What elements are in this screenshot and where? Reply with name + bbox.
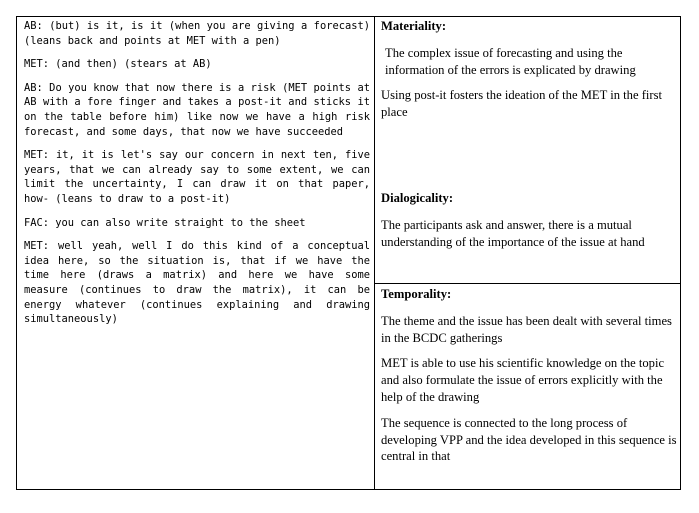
temporality-text: The sequence is connected to the long process of developing VPP and the idea developed in this sequence is central in that bbox=[381, 415, 677, 464]
temporality-section bbox=[381, 286, 677, 474]
materiality-section bbox=[381, 18, 677, 130]
materiality-text: Using post-it fosters the ideation of the MET in the first place bbox=[381, 88, 662, 120]
materiality-heading: Materiality: bbox=[381, 19, 447, 33]
transcript-turn: MET: (and then) (stears at AB) bbox=[24, 58, 212, 71]
transcript-turn: AB: Do you know that now there is a risk (MET points at AB with a fore finger and takes a post-it and sticks it on the table before him) like now we have a high risk forecast, and some days, that now we have succeeded bbox=[24, 81, 370, 138]
column-divider bbox=[374, 16, 375, 490]
dialogicality-text: The participants ask and answer, there is a mutual understanding of the importance of the issue at hand bbox=[381, 217, 645, 249]
materiality-text: The complex issue of forecasting and using the information of the errors is explicated by drawing bbox=[385, 45, 636, 77]
transcript-turn: FAC: you can also write straight to the sheet bbox=[24, 216, 306, 229]
transcript-turn: MET: it, it is let's say our concern in next ten, five years, that we can already say to some extent, we can limit the uncertainty, I can draw it on that paper, how- (leans to draw to a post-it) bbox=[24, 149, 370, 205]
row-divider bbox=[374, 283, 681, 284]
temporality-text: MET is able to use his scientific knowledge on the topic and also formulate the issue of errors explicitly with the help of the drawing bbox=[381, 356, 665, 404]
transcript-turn: AB: (but) is it, is it (when you are giving a forecast) (leans back and points at MET with a pen) bbox=[24, 20, 370, 47]
temporality-heading: Temporality: bbox=[381, 287, 452, 301]
temporality-text: The theme and the issue has been dealt with several times in the BCDC gatherings bbox=[381, 313, 672, 345]
transcript-turn: MET: well yeah, well I do this kind of a conceptual idea here, so the situation is, that if we have the time here (draws a matrix) and here we have some measure (continues to draw the matrix), it can be energy whatever (continues explaining and drawing simultaneously) bbox=[24, 240, 370, 326]
dialogicality-section bbox=[381, 190, 677, 259]
dialogicality-heading: Dialogicality: bbox=[381, 191, 454, 205]
transcript-column bbox=[24, 19, 370, 336]
